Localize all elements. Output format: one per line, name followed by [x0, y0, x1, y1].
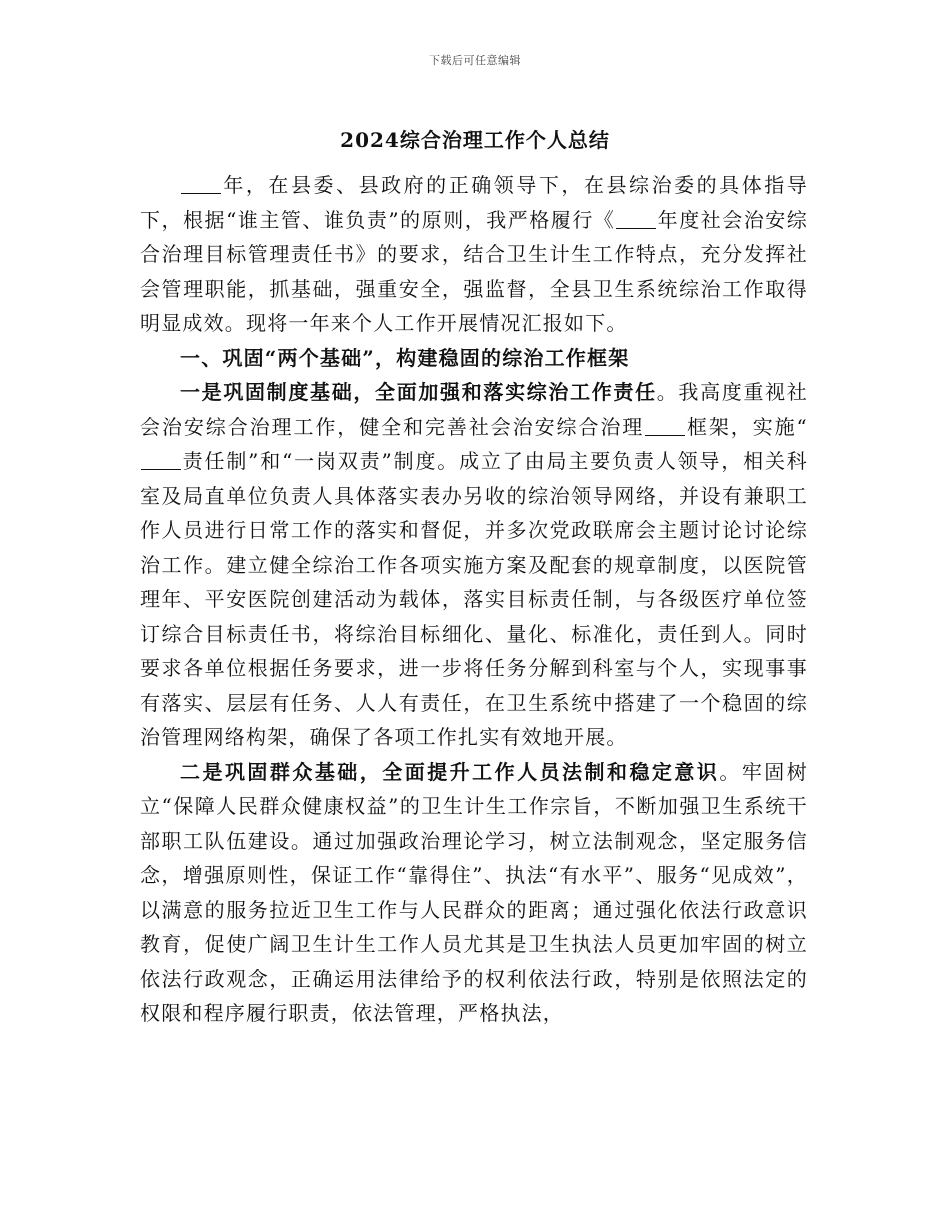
document-title: 2024综合治理工作个人总结 [340, 128, 610, 152]
paragraph-intro-text-2: 年度社会治安综合治理目标管理责任书》的要求，结合卫生计生工作特点，充分发挥社会管理职能，抓基础，强重安全，强监督，全县卫生系统综治工作取得明显成效。现将一年来个人工作开展情况汇报如下。 [140, 207, 808, 335]
paragraph-lead-2: 二是巩固群众基础，全面提升工作人员法制和稳定意识 [180, 759, 720, 784]
paragraph-text-1c: 责任制”和“一岗双责”制度。成立了由局主要负责人领导，相关科室及局直单位负责人具体落实表办另收的综治领导网络，并设有兼职工作人员进行日常工作的落实和督促，并多次党政联席会主题讨论讨论综治工作。建立健全综治工作各项实施方案及配套的规章制度，以医院管理年、平安医院创建活动为载体，落实目标责任制，与各级医疗单位签订综合目标责任书，将综治目标细化、量化、标准化，责任到人。同时要求各单位根据任务要求，进一步将任务分解到科室与个人，实现事事有落实、层层有任务、人人有责任，在卫生系统中搭建了一个稳固的综治管理网络构架，确保了各项工作扎实有效地开展。 [140, 449, 808, 749]
paragraph-text-1b: 框架，实施“ [686, 414, 808, 439]
paragraph-lead-1: 一是巩固制度基础，全面加强和落实综治工作责任 [180, 380, 657, 404]
fill-blank [616, 208, 656, 229]
page-header-note: 下载后可任意编辑 [429, 54, 521, 67]
paragraph-intro [140, 168, 808, 341]
paragraph-text-1: 。我高度重视社会治安综合治理工作，健全和完善社会治安综合治理 [140, 380, 808, 439]
paragraph-intro-text: 年，在县委、县政府的正确领导下，在县综治委的具体指导下，根据“谁主管、谁负责”的原则，我严格履行《 [140, 173, 808, 232]
paragraph-system-foundation [140, 375, 808, 755]
fill-blank [645, 415, 685, 436]
paragraph-mass-foundation [140, 755, 808, 1031]
fill-blank [181, 173, 221, 194]
paragraph-text-2: 。牢固树立“保障人民群众健康权益”的卫生计生工作宗旨，不断加强卫生系统干部职工队伍建设。通过加强政治理论学习，树立法制观念，坚定服务信念，增强原则性，保证工作“靠得住”、执法“有水平”、服务“见成效”，以满意的服务拉近卫生工作与人民群众的距离；通过强化依法行政意识教育，促使广阔卫生计生工作人员尤其是卫生执法人员更加牢固的树立依法行政观念，正确运用法律给予的权利依法行政，特别是依照法定的权限和程序履行职责，依法管理，严格执法， [140, 759, 808, 1025]
fill-blank [141, 449, 181, 470]
document-body [140, 168, 808, 1031]
section-heading-1: 一、巩固“两个基础”，构建稳固的综治工作框架 [180, 345, 630, 370]
